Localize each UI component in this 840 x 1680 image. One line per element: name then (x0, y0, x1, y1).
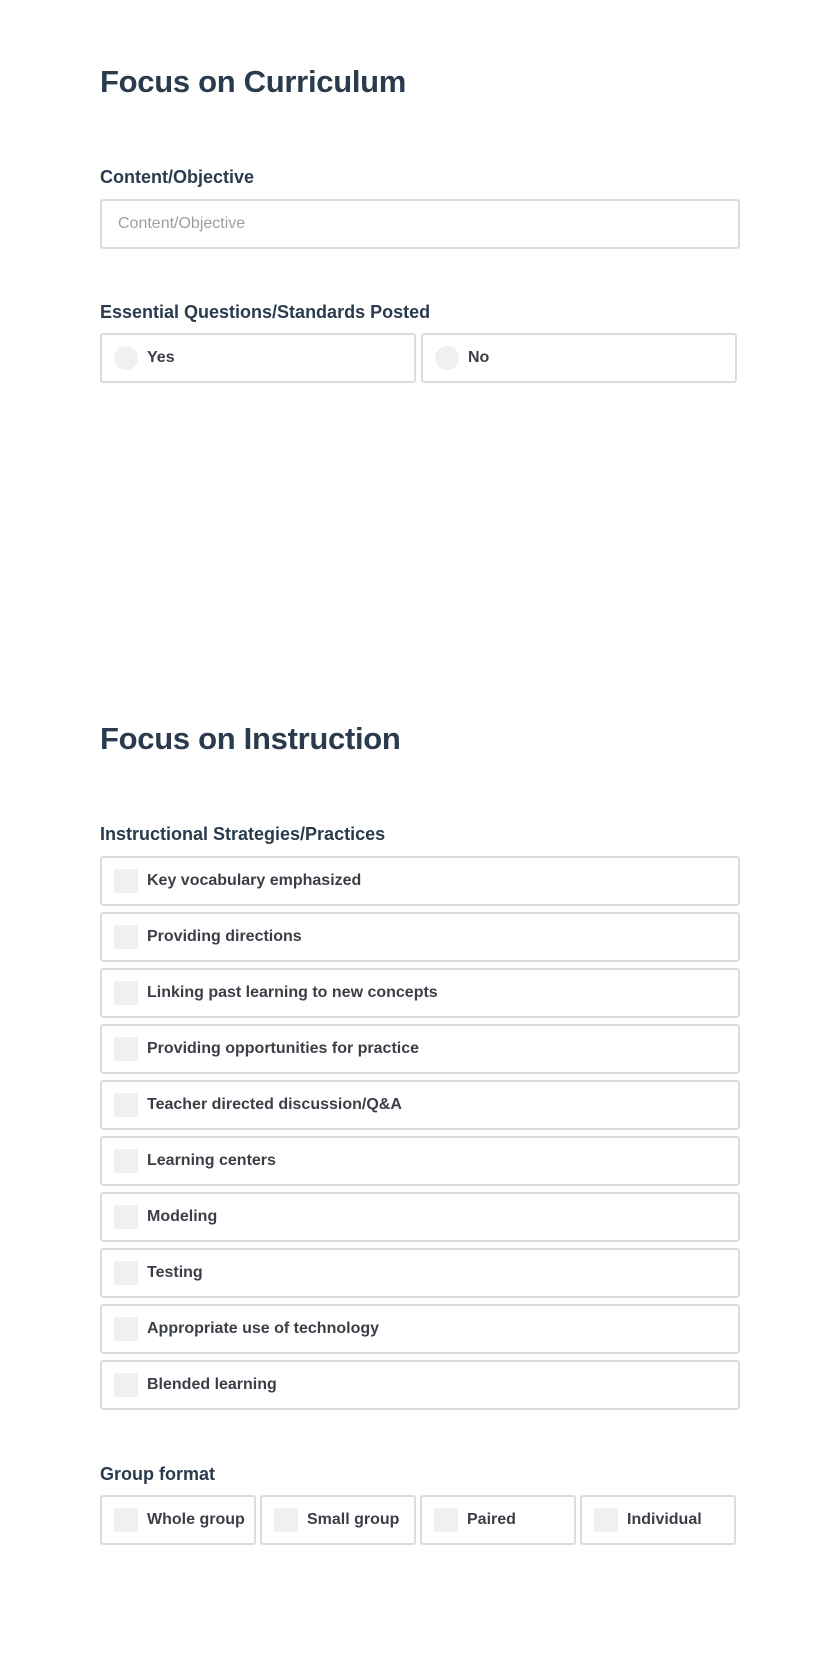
radio-option-label: No (468, 349, 490, 366)
checkbox-square-icon (274, 1508, 298, 1532)
checkbox-square-icon (114, 925, 138, 949)
group-format-option-small-group[interactable] (260, 1495, 416, 1545)
essential-questions-label: Essential Questions/Standards Posted (100, 302, 431, 322)
instructional-strategies-label: Instructional Strategies/Practices (100, 824, 386, 844)
checkbox-square-icon (114, 869, 138, 893)
checkbox-option-label: Providing opportunities for practice (147, 1040, 420, 1057)
group-format-checkbox-group (100, 1495, 740, 1547)
checkbox-square-icon (114, 1261, 138, 1285)
checkbox-option-label: Providing directions (147, 928, 302, 945)
checkbox-option[interactable] (100, 1080, 740, 1130)
checkbox-option-label: Small group (307, 1511, 400, 1528)
checkbox-option-label: Modeling (147, 1208, 218, 1225)
checkbox-option-label: Appropriate use of technology (147, 1320, 380, 1337)
checkbox-option-label: Learning centers (147, 1152, 276, 1169)
group-format-option-paired[interactable] (420, 1495, 576, 1545)
checkbox-option-label: Testing (147, 1264, 203, 1281)
radio-circle-icon (114, 346, 138, 370)
checkbox-option-label: Individual (627, 1511, 702, 1528)
checkbox-option-label: Paired (467, 1511, 516, 1528)
content-objective-input[interactable] (100, 199, 740, 249)
checkbox-option-label: Key vocabulary emphasized (147, 872, 362, 889)
checkbox-square-icon (594, 1508, 618, 1532)
checkbox-option[interactable] (100, 1136, 740, 1186)
content-objective-field-wrapper (100, 199, 740, 249)
group-format-option-individual[interactable] (580, 1495, 736, 1545)
instruction-section-title: Focus on Instruction (100, 721, 401, 756)
checkbox-option[interactable] (100, 1024, 740, 1074)
checkbox-square-icon (114, 1317, 138, 1341)
checkbox-option[interactable] (100, 968, 740, 1018)
radio-circle-icon (435, 346, 459, 370)
radio-option-yes[interactable] (100, 333, 416, 383)
group-format-option-whole-group[interactable] (100, 1495, 256, 1545)
content-objective-label: Content/Objective (100, 167, 255, 187)
checkbox-square-icon (114, 981, 138, 1005)
checkbox-square-icon (114, 1373, 138, 1397)
group-format-label: Group format (100, 1464, 215, 1484)
checkbox-option-label: Teacher directed discussion/Q&A (147, 1096, 402, 1113)
checkbox-option-label: Whole group (147, 1511, 245, 1528)
radio-option-label: Yes (147, 349, 175, 366)
checkbox-option[interactable] (100, 912, 740, 962)
checkbox-square-icon (114, 1205, 138, 1229)
checkbox-option-label: Linking past learning to new concepts (147, 984, 438, 1001)
checkbox-option[interactable] (100, 1304, 740, 1354)
checkbox-option-label: Blended learning (147, 1376, 277, 1393)
checkbox-square-icon (114, 1037, 138, 1061)
checkbox-option[interactable] (100, 1248, 740, 1298)
checkbox-square-icon (114, 1149, 138, 1173)
checkbox-square-icon (434, 1508, 458, 1532)
essential-questions-radio-group (100, 333, 740, 385)
curriculum-section-title: Focus on Curriculum (100, 64, 407, 99)
radio-option-no[interactable] (421, 333, 737, 383)
checkbox-square-icon (114, 1508, 138, 1532)
checkbox-square-icon (114, 1093, 138, 1117)
instructional-strategies-checkbox-group (100, 856, 740, 1412)
checkbox-option[interactable] (100, 856, 740, 906)
checkbox-option[interactable] (100, 1192, 740, 1242)
checkbox-option[interactable] (100, 1360, 740, 1410)
